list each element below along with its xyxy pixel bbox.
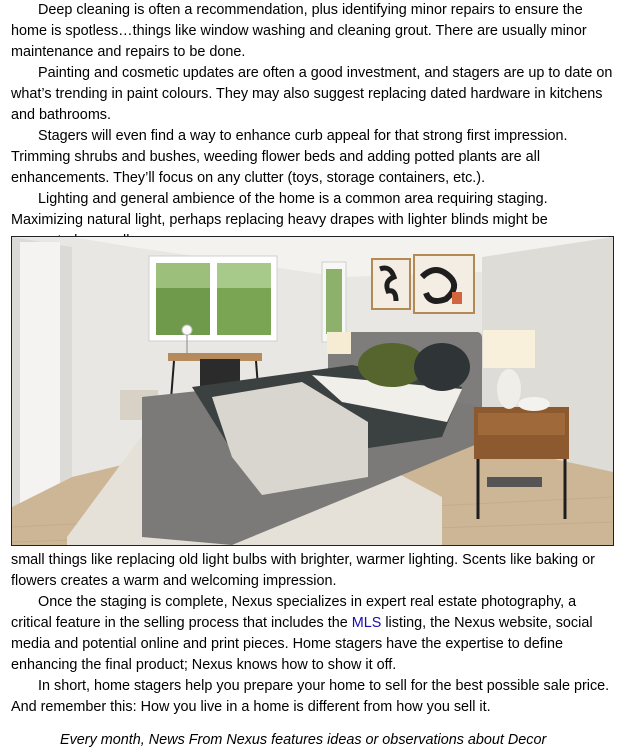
paragraph-final: In short, home stagers help you prepare your home to sell for the best possible sale price. And remember this: How you live in a home is different from how you sell it.	[11, 678, 610, 715]
paragraph-text: Once the staging is complete, Nexus specializes in expert real estate photography, a critical feature in the selling process that includes the	[11, 594, 577, 631]
mls-link[interactable]: MLS	[351, 615, 382, 631]
paragraph-text: listing, the Nexus website, social media and potential online and print pieces. Home stagers have the expertise to define enhancing the final product; Nexus knows how to show it off.	[11, 615, 593, 673]
paragraph-continuation: small things like replacing old light bulbs with brighter, warmer lighting. Scents like baking or flowers creates a warm and welcoming impression.	[11, 552, 595, 589]
article-bottom	[11, 550, 617, 718]
paragraph: Lighting and general ambience of the home is a common area requiring staging. Maximizing natural light, perhaps replacing heavy drapes with lighter blinds might be	[11, 191, 548, 228]
paragraph: Stagers will even find a way to enhance curb appeal for that strong first impression. Trimming shrubs and bushes, weeding flower beds and adding potted plants are all enhancements. They’ll focus on any clutter (toys, storage containers, etc.).	[11, 128, 568, 186]
paragraph: Deep cleaning is often a recommendation, plus identifying minor repairs to ensure the home is spotless…things like window washing and cleaning grout. There are usually minor maintenance and repairs to be done.	[11, 2, 587, 60]
paragraph-photography	[11, 592, 617, 676]
article-top	[11, 0, 617, 252]
paragraph: Painting and cosmetic updates are often a good investment, and stagers are up to date on what’s trending in paint colours. They may also suggest replacing dated hardware in kitchens and bathrooms.	[11, 65, 613, 123]
footer-caption: Every month, News From Nexus features ideas or observations about Decor	[60, 732, 547, 748]
staged-bedroom-photo	[11, 236, 614, 546]
